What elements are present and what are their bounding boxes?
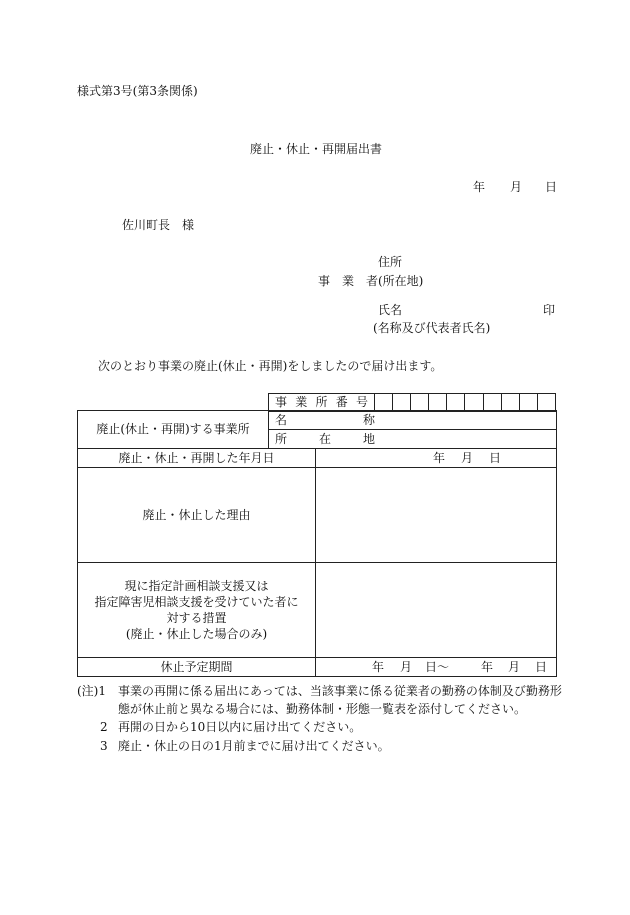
note2-number: 2 bbox=[100, 720, 108, 734]
office-number-digit-8[interactable] bbox=[501, 394, 519, 412]
office-location-row[interactable]: 所 在 地 bbox=[269, 430, 557, 449]
period-value[interactable]: 年 月 日〜 年 月 日 bbox=[316, 658, 557, 677]
reason-label: 廃止・休止した理由 bbox=[78, 468, 316, 563]
business-label: 事 業 者(所在地) bbox=[318, 274, 424, 288]
seal-label: 印 bbox=[543, 303, 556, 317]
reason-value[interactable] bbox=[316, 468, 557, 563]
office-number-digit-9[interactable] bbox=[519, 394, 537, 412]
addressee: 佐川町長 様 bbox=[122, 218, 195, 232]
note-prefix: (注)1 bbox=[77, 684, 106, 698]
office-number-digit-5[interactable] bbox=[447, 394, 465, 412]
note2-text: 再開の日から10日以内に届け出てください。 bbox=[118, 720, 362, 734]
date-month-label: 月 bbox=[510, 180, 523, 194]
office-number-digit-1[interactable] bbox=[375, 394, 393, 412]
name-note: (名称及び代表者氏名) bbox=[373, 321, 491, 335]
office-number-digit-2[interactable] bbox=[393, 394, 411, 412]
date-row-value[interactable]: 年 月 日 bbox=[316, 449, 557, 468]
period-label: 休止予定期間 bbox=[78, 658, 316, 677]
office-section-label: 廃止(休止・再開)する事業所 bbox=[78, 411, 269, 449]
address-label: 住所 bbox=[378, 255, 403, 269]
statement: 次のとおり事業の廃止(休止・再開)をしましたので届け出ます。 bbox=[98, 359, 443, 373]
date-day-label: 日 bbox=[545, 180, 558, 194]
office-number-digit-10[interactable] bbox=[537, 394, 555, 412]
measures-value[interactable] bbox=[316, 563, 557, 658]
office-number-label: 事 業 所 番 号 bbox=[269, 394, 375, 412]
page-title: 廃止・休止・再開届出書 bbox=[250, 142, 383, 156]
main-form-table bbox=[77, 410, 557, 677]
note3-text: 廃止・休止の日の1月前までに届け出てください。 bbox=[118, 739, 390, 753]
form-number: 様式第3号(第3条関係) bbox=[77, 84, 198, 98]
office-number-digit-3[interactable] bbox=[411, 394, 429, 412]
office-name-row[interactable]: 名 称 bbox=[269, 411, 557, 430]
office-number-digit-7[interactable] bbox=[483, 394, 501, 412]
office-number-digit-4[interactable] bbox=[429, 394, 447, 412]
office-number-digit-6[interactable] bbox=[465, 394, 483, 412]
date-row-label: 廃止・休止・再開した年月日 bbox=[78, 449, 316, 468]
date-year-label: 年 bbox=[473, 180, 486, 194]
note1-line2: 態が休止前と異なる場合には、勤務体制・形態一覧表を添付してください。 bbox=[118, 702, 527, 716]
name-label: 氏名 bbox=[378, 303, 403, 317]
note3-number: 3 bbox=[100, 739, 108, 753]
note1-line1: 事業の再開に係る届出にあっては、当該事業に係る従業者の勤務の体制及び勤務形 bbox=[118, 684, 562, 698]
measures-label: 現に指定計画相談支援又は 指定障害児相談支援を受けていた者に 対する措置 (廃止・休止した場合のみ) bbox=[78, 563, 316, 658]
